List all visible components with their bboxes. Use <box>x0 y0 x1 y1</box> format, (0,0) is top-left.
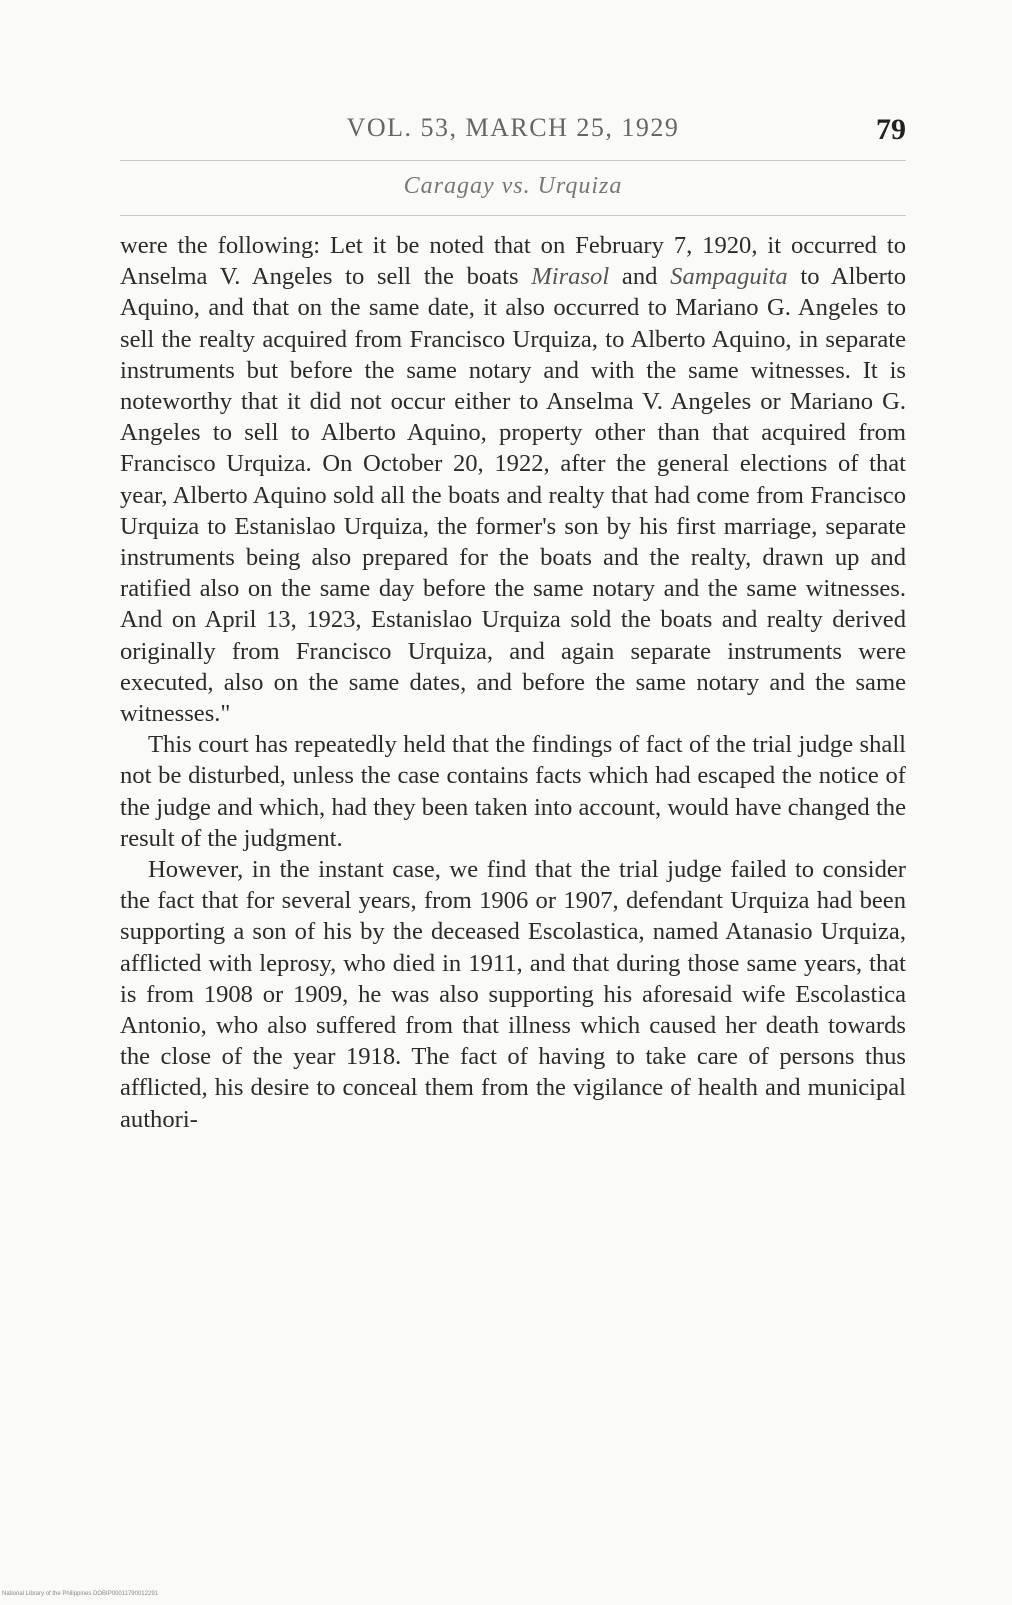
boat-name-mirasol: Mirasol <box>531 263 610 291</box>
body-text <box>120 230 906 1135</box>
header-divider <box>120 160 906 161</box>
paragraph-1 <box>120 230 906 729</box>
boat-name-sampaguita: Sampaguita <box>670 263 788 291</box>
paragraph-1-text-a: were the following: Let it be noted that on February 7, 1920, it occurred to Anselma V. Angeles to sell the boats <box>120 232 906 291</box>
scan-footer: National Library of the Philippines DOBIP00011790012291 <box>2 1591 158 1597</box>
paragraph-1-text-b: and <box>609 263 671 291</box>
running-head: VOL. 53, MARCH 25, 1929 <box>346 113 680 142</box>
paragraph-2: This court has repeatedly held that the findings of fact of the trial judge shall not be disturbed, unless the case contains facts which had escaped the notice of the judge and which, had they been taken into account, would have changed the result of the judgment. <box>120 731 906 852</box>
paragraph-3: However, in the instant case, we find that the trial judge failed to consider the fact that for several years, from 1906 or 1907, defendant Urquiza had been supporting a son of his by the deceased Escolastica, named Atanasio Urquiza, afflicted with leprosy, who died in 1911, and that during those same years, that is from 1908 or 1909, he was also supporting his aforesaid wife Escolastica Antonio, who also suffered from that illness which caused her death towards the close of the year 1918. The fact of having to take care of persons thus afflicted, his desire to conceal them from the vigilance of health and municipal authori- <box>120 856 906 1133</box>
page-header <box>120 113 906 153</box>
case-title: Caragay vs. Urquiza <box>403 173 623 199</box>
title-divider <box>120 215 906 216</box>
paragraph-1-text-c: to Alberto Aquino, and that on the same date, it also occurred to Mariano G. Angeles to sell the realty acquired from Francisco Urquiza, to Alberto Aquino, in separate instruments but before the same notary and with the same witnesses. It is noteworthy that it did not occur either to Anselma V. Angeles or Mariano G. Angeles to sell to Alberto Aquino, property other than that acquired from Francisco Urquiza. On October 20, 1922, after the general elections of that year, Alberto Aquino sold all the boats and realty that had come from Francisco Urquiza to Estanislao Urquiza, the former's son by his first marriage, separate instruments being also prepared for the boats and the realty, drawn up and ratified also on the same day before the same notary and the same witnesses. And on April 13, 1923, Estanislao Urquiza sold the boats and realty derived originally from Francisco Urquiza, and again separate instruments were executed, also on the same dates, and before the same notary and the same witnesses." <box>120 263 907 728</box>
page-number: 79 <box>876 113 906 146</box>
